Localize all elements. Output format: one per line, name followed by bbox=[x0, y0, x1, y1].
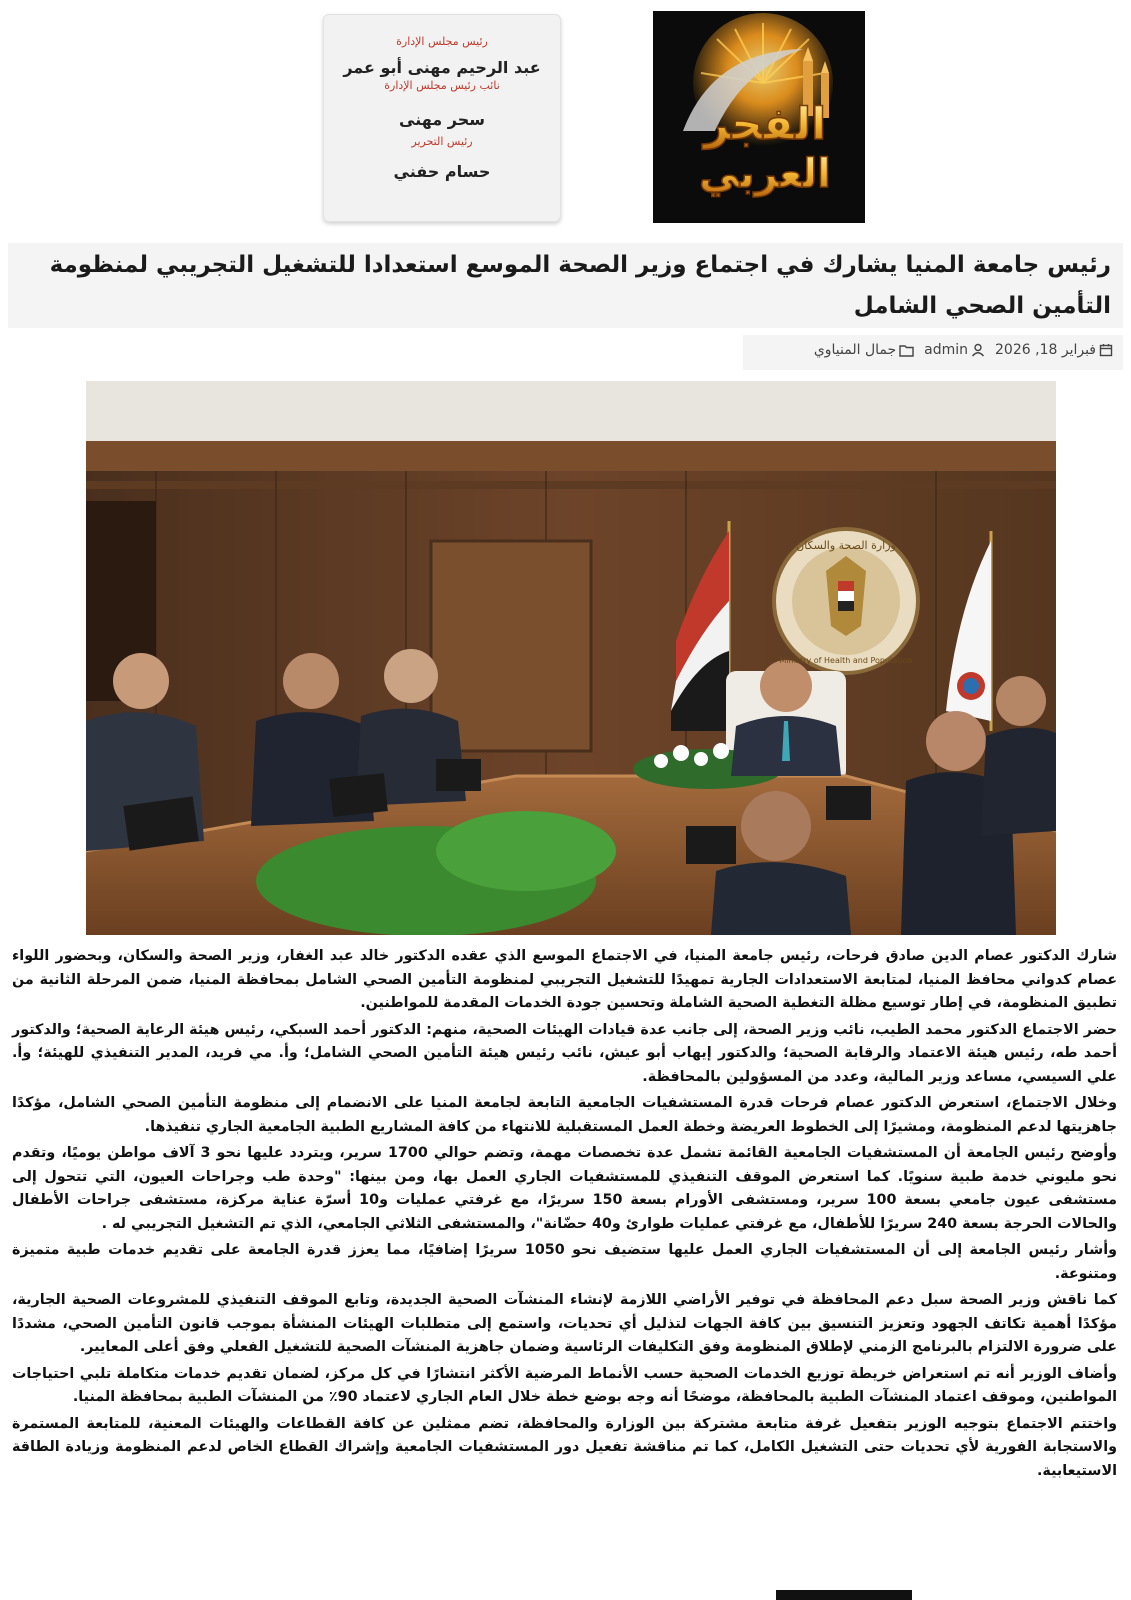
meta-author[interactable] bbox=[924, 342, 985, 358]
folder-icon bbox=[899, 344, 914, 357]
bottom-bar bbox=[776, 1590, 912, 1600]
article-body bbox=[12, 945, 1117, 1486]
vice-chair-name: سحر مهنى bbox=[399, 110, 485, 129]
logo-graphic bbox=[653, 11, 865, 223]
article-paragraph: حضر الاجتماع الدكتور محمد الطيب، نائب وزير الصحة، إلى جانب عدة قيادات الهيئات الصحية، منهم: الدكتور أحمد السبكي، رئيس هيئة الرعاية الصحية؛ والدكتور أحمد طه، رئيس هيئة الاعتماد والرقابة الصحية؛ والدكتور إيهاب أبو عيش، نائب رئيس هيئة التأمين الصحي الشامل؛ وأ. مي فريد، المدير التنفيذي للهيئة؛ وأ. علي السيسي، مساعد وزير المالية، وعدد من المسؤولين بالمحافظة. bbox=[12, 1021, 1117, 1085]
logo-line-2: العربي bbox=[699, 151, 831, 197]
article-paragraph: وخلال الاجتماع، استعرض الدكتور عصام فرحات قدرة المستشفيات الجامعية التابعة لجامعة المنيا على الانضمام إلى منظومة التأمين الصحي الشامل، مؤكدًا جاهزيتها لدعم المنظومة، ومشيرًا إلى الخطوط العريضة وخطة العمل المستقبلية للانتهاء من كافة المشاريع الطبية الجامعية الجاري تنفيذها. bbox=[12, 1095, 1117, 1135]
meta-author-text[interactable]: admin bbox=[924, 342, 969, 358]
article-paragraph: كما ناقش وزير الصحة سبل دعم المحافظة في توفير الأراضي اللازمة لإنشاء المنشآت الصحية الجديدة، وتابع الموقف التنفيذي للمشروعات الصحية الجارية، مؤكدًا أهمية تكاتف الجهود وتعزيز التنسيق بين كافة الجهات لتذليل أي تحديات، واستمع إلى متطلبات الهيئات المنشأة بموجب قانون التأمين الصحي، مشددًا على ضرورة الالتزام بالبرنامج الزمني لإطلاق المنظومة وفق التكليفات الرئاسية وضمان جاهزية المنشآت الصحية للتشغيل الفعلي وفق أعلى المعايير. bbox=[12, 1292, 1117, 1355]
meta-category[interactable] bbox=[814, 342, 914, 358]
user-icon bbox=[971, 343, 985, 357]
masthead-card bbox=[323, 14, 561, 222]
article-meta bbox=[814, 342, 1113, 358]
site-logo[interactable] bbox=[653, 11, 865, 223]
article-paragraph: شارك الدكتور عصام الدين صادق فرحات، رئيس جامعة المنيا، في الاجتماع الموسع الذي عقده الدكتور خالد عبد الغفار، وزير الصحة والسكان، وبحضور اللواء عصام كدواني محافظ المنيا، لمتابعة الاستعدادات الجارية تمهيدًا للتشغيل التجريبي لمنظومة التأمين الصحي الشامل بمحافظة المنيا، ضمن المرحلة الثانية من تطبيق المنظومة، في إطار توسيع مظلة التغطية الصحية الشاملة وتحسين جودة الخدمات المقدمة للمواطنين. bbox=[12, 948, 1117, 1011]
meeting-photo-illustration bbox=[86, 381, 1056, 935]
editor-name: حسام حفني bbox=[393, 162, 491, 181]
board-chair-name: عبد الرحيم مهنى أبو عمر bbox=[343, 58, 541, 77]
meta-date-text: فبراير 18, 2026 bbox=[995, 342, 1096, 358]
article-headline: رئيس جامعة المنيا يشارك في اجتماع وزير الصحة الموسع استعدادا للتشغيل التجريبي لمنظومة التأمين الصحي الشامل bbox=[49, 252, 1111, 319]
meta-date bbox=[995, 342, 1113, 358]
article-photo bbox=[86, 381, 1056, 935]
editor-label: رئيس التحرير bbox=[411, 135, 473, 148]
seal-text: وزارة الصحة والسكان bbox=[796, 539, 896, 552]
logo-line-1: الفجر bbox=[703, 99, 827, 150]
article-paragraph: وأوضح رئيس الجامعة أن المستشفيات الجامعية القائمة تشمل عدة تخصصات مهمة، وتضم حوالي 1700 سرير، ويتردد عليها نحو 3 آلاف مواطن يوميًا، وتقدم نحو مليوني خدمة طبية سنويًا. كما استعرض الموقف التنفيذي للمستشفيات الجاري العمل بها، ومن بينها: "وحدة طب وجراحات العيون، التي تتحول إلى مستشفى عيون جامعي بسعة 100 سرير، ومستشفى الأورام بسعة 150 سريرًا، مع غرفتي عمليات و10 أسرّة عناية مركزة، مستشفى جراحات الأطفال والحالات الحرجة بسعة 240 سريرًا للأطفال، مع غرفتي عمليات طوارئ و40 حضّانة"، والمستشفى الثلاثي الجامعي، الذي تم التشغيل التجريبي له . bbox=[12, 1145, 1118, 1232]
board-chair-label: رئيس مجلس الإدارة bbox=[396, 35, 488, 48]
seal-text-en: Ministry of Health and Population bbox=[779, 656, 913, 665]
meta-category-text[interactable]: جمال المنياوي bbox=[813, 342, 897, 358]
article-paragraph: واختتم الاجتماع بتوجيه الوزير بتفعيل غرفة متابعة مشتركة بين الوزارة والمحافظة، تضم ممثلين عن كافة القطاعات والهيئات المعنية، للمتابعة المستمرة والاستجابة الفورية لأي تحديات حتى التشغيل الكامل، كما تم مناقشة تفعيل دور المستشفيات الجامعية وإشراك القطاع الخاص لدعم المنظومة وزيادة الطاقة الاستيعابية. bbox=[12, 1415, 1117, 1479]
vice-chair-label: نائب رئيس مجلس الإدارة bbox=[384, 79, 500, 92]
article-paragraph: وأضاف الوزير أنه تم استعراض خريطة توزيع الخدمات الصحية حسب الأنماط المرضية الأكثر انتشارًا في كل مركز، لضمان تقديم خدمات متكاملة تلبي احتياجات المواطنين، وموقف اعتماد المنشآت الطبية بالمحافظة، موضحًا أنه وجه بوضع خطة خلال العام الجاري لاعتماد 90٪ من المنشآت الطبية بمحافظة المنيا. bbox=[12, 1365, 1117, 1405]
calendar-icon bbox=[1099, 343, 1113, 357]
article-paragraph: وأشار رئيس الجامعة إلى أن المستشفيات الجاري العمل عليها ستضيف نحو 1050 سريرًا إضافيًا، مما يعزز قدرة الجامعة على تقديم خدمات طبية متميزة ومتنوعة. bbox=[12, 1242, 1117, 1282]
